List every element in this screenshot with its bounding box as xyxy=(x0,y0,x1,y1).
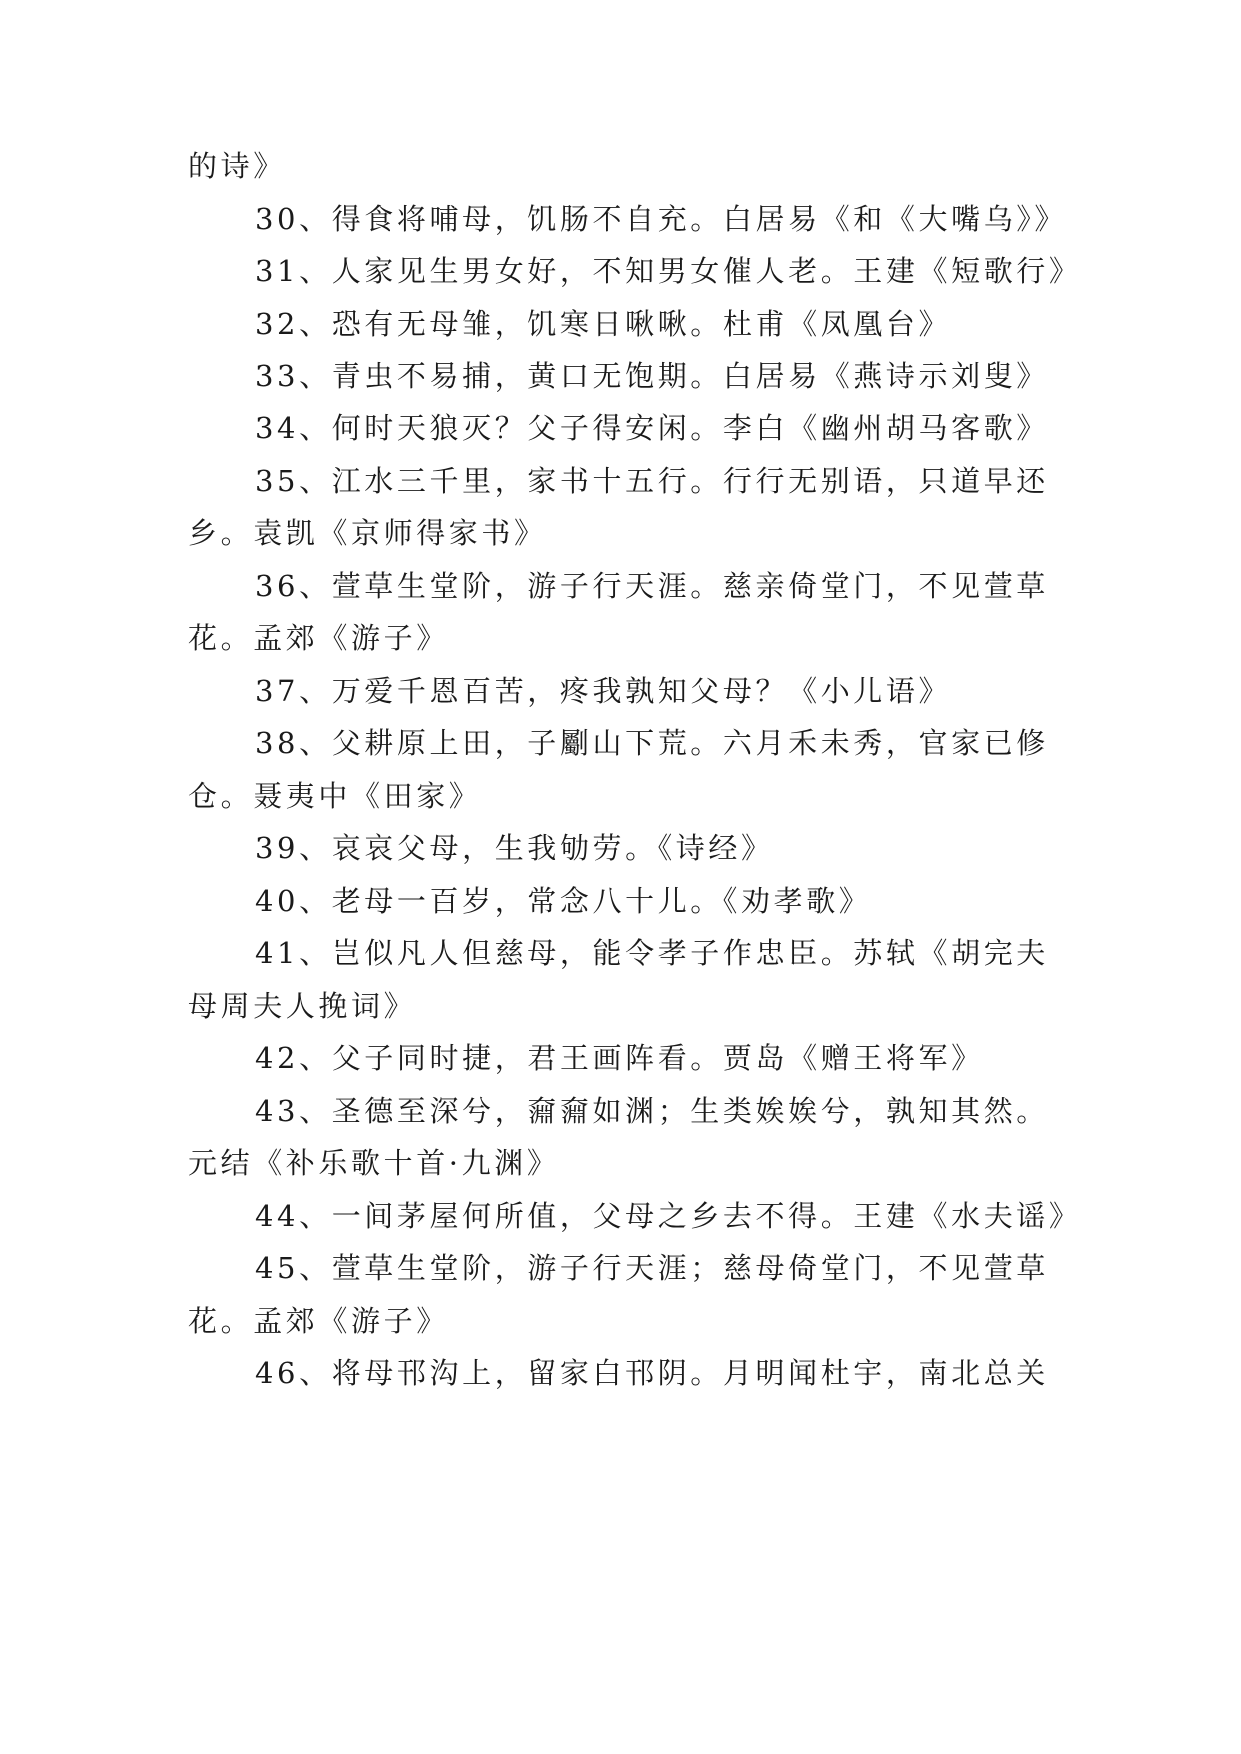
text-line: 38、父耕原上田，子劚山下荒。六月禾未秀，官家已修 xyxy=(255,726,1049,760)
text-line: 31、人家见生男女好，不知男女催人老。王建《短歌行》 xyxy=(255,254,1082,288)
text-line: 30、得食将哺母，饥肠不自充。白居易《和《大嘴乌》》 xyxy=(255,202,1068,236)
text-line: 32、恐有无母雏，饥寒日啾啾。杜甫《凤凰台》 xyxy=(255,307,952,341)
text-line: 33、青虫不易捕，黄口无饱期。白居易《燕诗示刘叟》 xyxy=(255,359,1049,393)
text-line: 34、何时天狼灭？父子得安闲。李白《幽州胡马客歌》 xyxy=(255,411,1049,445)
text-line: 的诗》 xyxy=(188,149,286,183)
text-line: 43、圣德至深兮，奫奫如渊；生类娭娭兮，孰知其然。 xyxy=(255,1094,1049,1128)
text-line: 元结《补乐歌十首·九渊》 xyxy=(188,1146,560,1180)
text-line: 44、一间茅屋何所值，父母之乡去不得。王建《水夫谣》 xyxy=(255,1199,1082,1233)
text-line: 35、江水三千里，家书十五行。行行无别语，只道早还 xyxy=(255,464,1049,498)
text-line: 41、岂似凡人但慈母，能令孝子作忠臣。苏轼《胡完夫 xyxy=(255,936,1049,970)
text-line: 40、老母一百岁，常念八十儿。《劝孝歌》 xyxy=(255,884,872,918)
text-line: 39、哀哀父母，生我劬劳。《诗经》 xyxy=(255,831,774,865)
text-line: 花。孟郊《游子》 xyxy=(188,621,449,655)
text-line: 母周夫人挽词》 xyxy=(188,989,417,1023)
text-line: 46、将母邗沟上，留家白邗阴。月明闻杜宇，南北总关 xyxy=(255,1356,1049,1390)
text-line: 45、萱草生堂阶，游子行天涯；慈母倚堂门，不见萱草 xyxy=(255,1251,1049,1285)
text-line: 37、万爱千恩百苦，疼我孰知父母？《小儿语》 xyxy=(255,674,952,708)
text-line: 仓。聂夷中《田家》 xyxy=(188,779,482,813)
text-line: 42、父子同时捷，君王画阵看。贾岛《赠王将军》 xyxy=(255,1041,984,1075)
text-line: 花。孟郊《游子》 xyxy=(188,1304,449,1338)
text-line: 乡。袁凯《京师得家书》 xyxy=(188,516,547,550)
text-line: 36、萱草生堂阶，游子行天涯。慈亲倚堂门，不见萱草 xyxy=(255,569,1049,603)
